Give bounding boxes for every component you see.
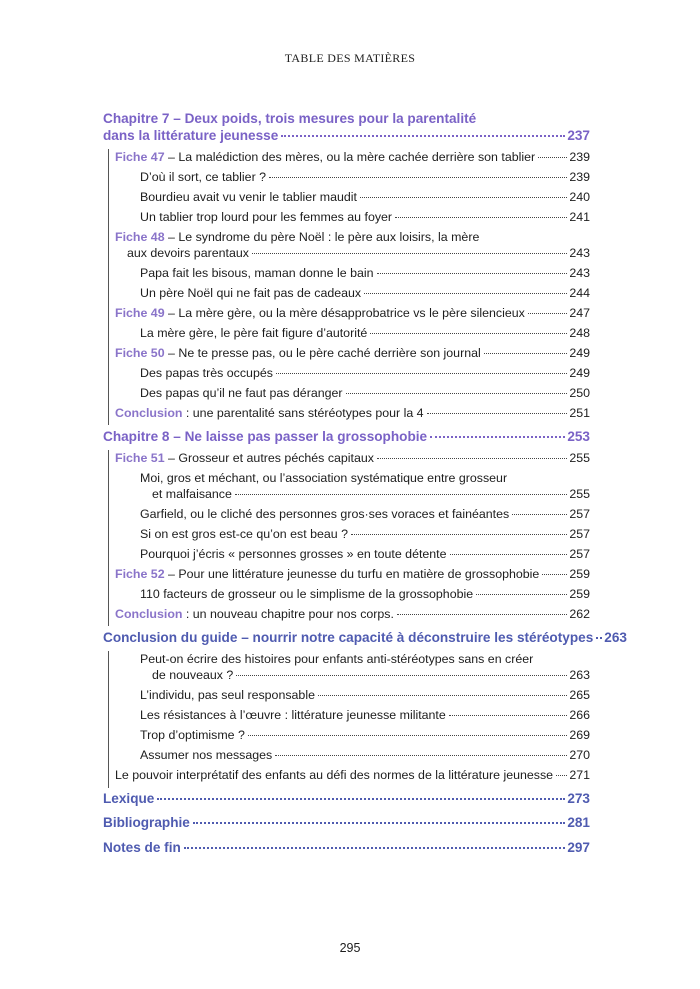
toc-subentry[interactable]	[140, 748, 590, 762]
toc-subentry[interactable]	[140, 507, 590, 521]
conclusion-text: : une parentalité sans stéréotypes pour la 4	[182, 406, 424, 420]
leader-dots	[281, 135, 565, 137]
fiche-text: – Grosseur et autres péchés capitaux	[164, 451, 374, 465]
subentry-text: Les résistances à l’œuvre : littérature jeunesse militante	[140, 708, 446, 722]
page-number: 271	[569, 768, 590, 782]
toc-subentry[interactable]	[140, 366, 590, 380]
page-number: 249	[569, 346, 590, 360]
leader-dots	[538, 157, 567, 158]
notes-entry[interactable]	[103, 840, 590, 855]
page-number: 269	[569, 728, 590, 742]
fiche-text-line2: aux devoirs parentaux	[127, 246, 249, 260]
page-number: 266	[569, 708, 590, 722]
fiche-text: – Le syndrome du père Noël : le père aux loisirs, la mère	[164, 230, 480, 244]
leader-dots	[236, 675, 567, 676]
subentry-text-line2: et malfaisance	[152, 487, 232, 501]
fiche-text: – Ne te presse pas, ou le père caché derrière son journal	[164, 346, 481, 360]
leader-dots	[427, 413, 568, 414]
fiche-48-entry[interactable]	[127, 246, 590, 260]
fiche-text: – La malédiction des mères, ou la mère cachée derrière son tablier	[164, 150, 536, 164]
leader-dots	[193, 822, 565, 824]
page-number: 248	[569, 326, 590, 340]
page-number: 263	[604, 630, 627, 645]
leader-dots	[252, 253, 567, 254]
toc-subentry[interactable]	[115, 768, 590, 782]
leader-dots	[528, 313, 568, 314]
leader-dots	[430, 436, 565, 438]
leader-dots	[556, 775, 567, 776]
page-number: 244	[569, 286, 590, 300]
page-number: 265	[569, 688, 590, 702]
toc-subentry[interactable]	[140, 527, 590, 541]
running-header: TABLE DES MATIÈRES	[284, 51, 416, 65]
conclusion-label: Conclusion	[115, 406, 183, 420]
fiche-label: Fiche 50	[115, 346, 165, 360]
page-number: 251	[569, 406, 590, 420]
leader-dots	[377, 273, 568, 274]
page-number: 255	[569, 451, 590, 465]
page-number: 270	[569, 748, 590, 762]
toc-subentry[interactable]	[140, 286, 590, 300]
page-number: 257	[569, 507, 590, 521]
toc-subentry[interactable]	[140, 386, 590, 400]
leader-dots	[596, 637, 602, 639]
toc-subentry[interactable]	[140, 688, 590, 702]
page-number: 262	[569, 607, 590, 621]
fiche-52-entry[interactable]	[115, 567, 590, 581]
page-number: 259	[569, 567, 590, 581]
page-number: 263	[569, 668, 590, 682]
chapter-7-conclusion-entry[interactable]	[115, 406, 590, 420]
subentry-text: Un tablier trop lourd pour les femmes au foyer	[140, 210, 393, 224]
subentry-text: 110 facteurs de grosseur ou le simplisme de la grossophobie	[140, 587, 474, 601]
page-number: 281	[567, 815, 590, 830]
leader-dots	[395, 217, 567, 218]
page-number: 237	[567, 128, 590, 143]
page-number: 257	[569, 527, 590, 541]
leader-dots	[512, 514, 567, 515]
lexique-title: Lexique	[103, 791, 155, 806]
fiche-label: Fiche 51	[115, 451, 165, 465]
section-rule	[108, 651, 109, 788]
conclusion-guide-entry[interactable]	[103, 630, 627, 645]
toc-subentry[interactable]	[140, 170, 590, 184]
fiche-label: Fiche 52	[115, 567, 165, 581]
toc-subentry[interactable]	[140, 326, 590, 340]
subentry-text: Trop d’optimisme ?	[140, 728, 245, 742]
fiche-48-title-line1[interactable]	[115, 230, 479, 244]
page-number: 297	[567, 840, 590, 855]
subentry-text: Bourdieu avait vu venir le tablier maudit	[140, 190, 357, 204]
bibliographie-entry[interactable]	[103, 815, 590, 830]
section-rule	[108, 149, 109, 425]
page-number: 273	[567, 791, 590, 806]
leader-dots	[360, 197, 567, 198]
page-number: 240	[569, 190, 590, 204]
toc-subentry[interactable]	[152, 487, 590, 501]
subentry-text: Un père Noël qui ne fait pas de cadeaux	[140, 286, 362, 300]
page-number: 241	[569, 210, 590, 224]
fiche-text: – Pour une littérature jeunesse du turfu en matière de grossophobie	[164, 567, 540, 581]
leader-dots	[269, 177, 567, 178]
conclusion-guide-title: Conclusion du guide – nourrir notre capacité à déconstruire les stéréotypes	[103, 630, 594, 645]
chapter-7-entry[interactable]	[103, 128, 590, 143]
fiche-label: Fiche 47	[115, 150, 165, 164]
subentry-text: Le pouvoir interprétatif des enfants au défi des normes de la littérature jeunesse	[115, 768, 554, 782]
chapter-8-conclusion-entry[interactable]	[115, 607, 590, 621]
toc-subentry[interactable]	[140, 210, 590, 224]
section-rule	[108, 450, 109, 626]
toc-subentry[interactable]	[140, 190, 590, 204]
leader-dots	[346, 393, 568, 394]
chapter-7-title-line2: dans la littérature jeunesse	[103, 128, 279, 143]
subentry-text: Des papas qu’il ne faut pas déranger	[140, 386, 343, 400]
leader-dots	[476, 594, 567, 595]
page-number: 243	[569, 266, 590, 280]
toc-subentry[interactable]	[152, 668, 590, 682]
toc-subentry[interactable]	[140, 708, 590, 722]
subentry-text: Garfield, ou le cliché des personnes gros·ses voraces et fainéantes	[140, 507, 510, 521]
chapter-8-title: Chapitre 8 – Ne laisse pas passer la grossophobie	[103, 429, 428, 444]
leader-dots	[235, 494, 567, 495]
toc-subentry[interactable]	[140, 587, 590, 601]
subentry-text-line1[interactable]: Peut-on écrire des histoires pour enfants anti-stéréotypes sans en créer	[140, 652, 534, 666]
leader-dots	[351, 534, 567, 535]
page-number: 243	[569, 246, 590, 260]
lexique-entry[interactable]	[103, 791, 590, 806]
page-number: 250	[569, 386, 590, 400]
page-footer-number: 295	[339, 941, 361, 955]
subentry-text: L’individu, pas seul responsable	[140, 688, 315, 702]
leader-dots	[157, 798, 565, 800]
page-number: 239	[569, 150, 590, 164]
fiche-text: – La mère gère, ou la mère désapprobatrice vs le père silencieux	[164, 306, 525, 320]
page-number: 253	[567, 429, 590, 444]
page-number: 247	[569, 306, 590, 320]
chapter-7-title-line1[interactable]: Chapitre 7 – Deux poids, trois mesures pour la parentalité	[103, 111, 477, 126]
fiche-49-entry[interactable]	[115, 306, 590, 320]
subentry-text-line1[interactable]: Moi, gros et méchant, ou l’association systématique entre grosseur	[140, 471, 508, 485]
toc-subentry[interactable]	[140, 547, 590, 561]
subentry-text: Des papas très occupés	[140, 366, 273, 380]
fiche-label: Fiche 49	[115, 306, 165, 320]
leader-dots	[449, 715, 568, 716]
leader-dots	[364, 293, 567, 294]
page-number: 249	[569, 366, 590, 380]
leader-dots	[370, 333, 567, 334]
subentry-text: Papa fait les bisous, maman donne le bain	[140, 266, 374, 280]
toc-subentry[interactable]	[140, 728, 590, 742]
page-number: 257	[569, 547, 590, 561]
conclusion-text: : un nouveau chapitre pour nos corps.	[182, 607, 394, 621]
subentry-text: Si on est gros est-ce qu’on est beau ?	[140, 527, 349, 541]
conclusion-label: Conclusion	[115, 607, 183, 621]
chapter-8-entry[interactable]	[103, 429, 590, 444]
fiche-47-entry[interactable]	[115, 150, 590, 164]
leader-dots	[377, 458, 567, 459]
leader-dots	[542, 574, 567, 575]
page-number: 239	[569, 170, 590, 184]
subentry-text: D’où il sort, ce tablier ?	[140, 170, 267, 184]
notes-title: Notes de fin	[103, 840, 181, 855]
leader-dots	[184, 847, 566, 849]
leader-dots	[450, 554, 568, 555]
fiche-label: Fiche 48	[115, 230, 165, 244]
page-number: 259	[569, 587, 590, 601]
fiche-50-entry[interactable]	[115, 346, 590, 360]
leader-dots	[276, 373, 567, 374]
leader-dots	[484, 353, 568, 354]
subentry-text: Assumer nos messages	[140, 748, 273, 762]
page-number: 255	[569, 487, 590, 501]
leader-dots	[397, 614, 567, 615]
leader-dots	[318, 695, 567, 696]
leader-dots	[275, 755, 567, 756]
leader-dots	[248, 735, 567, 736]
fiche-51-entry[interactable]	[115, 451, 590, 465]
toc-subentry[interactable]	[140, 266, 590, 280]
bibliographie-title: Bibliographie	[103, 815, 190, 830]
subentry-text: Pourquoi j’écris « personnes grosses » en toute détente	[140, 547, 447, 561]
subentry-text-line2: de nouveaux ?	[152, 668, 234, 682]
subentry-text: La mère gère, le père fait figure d’autorité	[140, 326, 368, 340]
